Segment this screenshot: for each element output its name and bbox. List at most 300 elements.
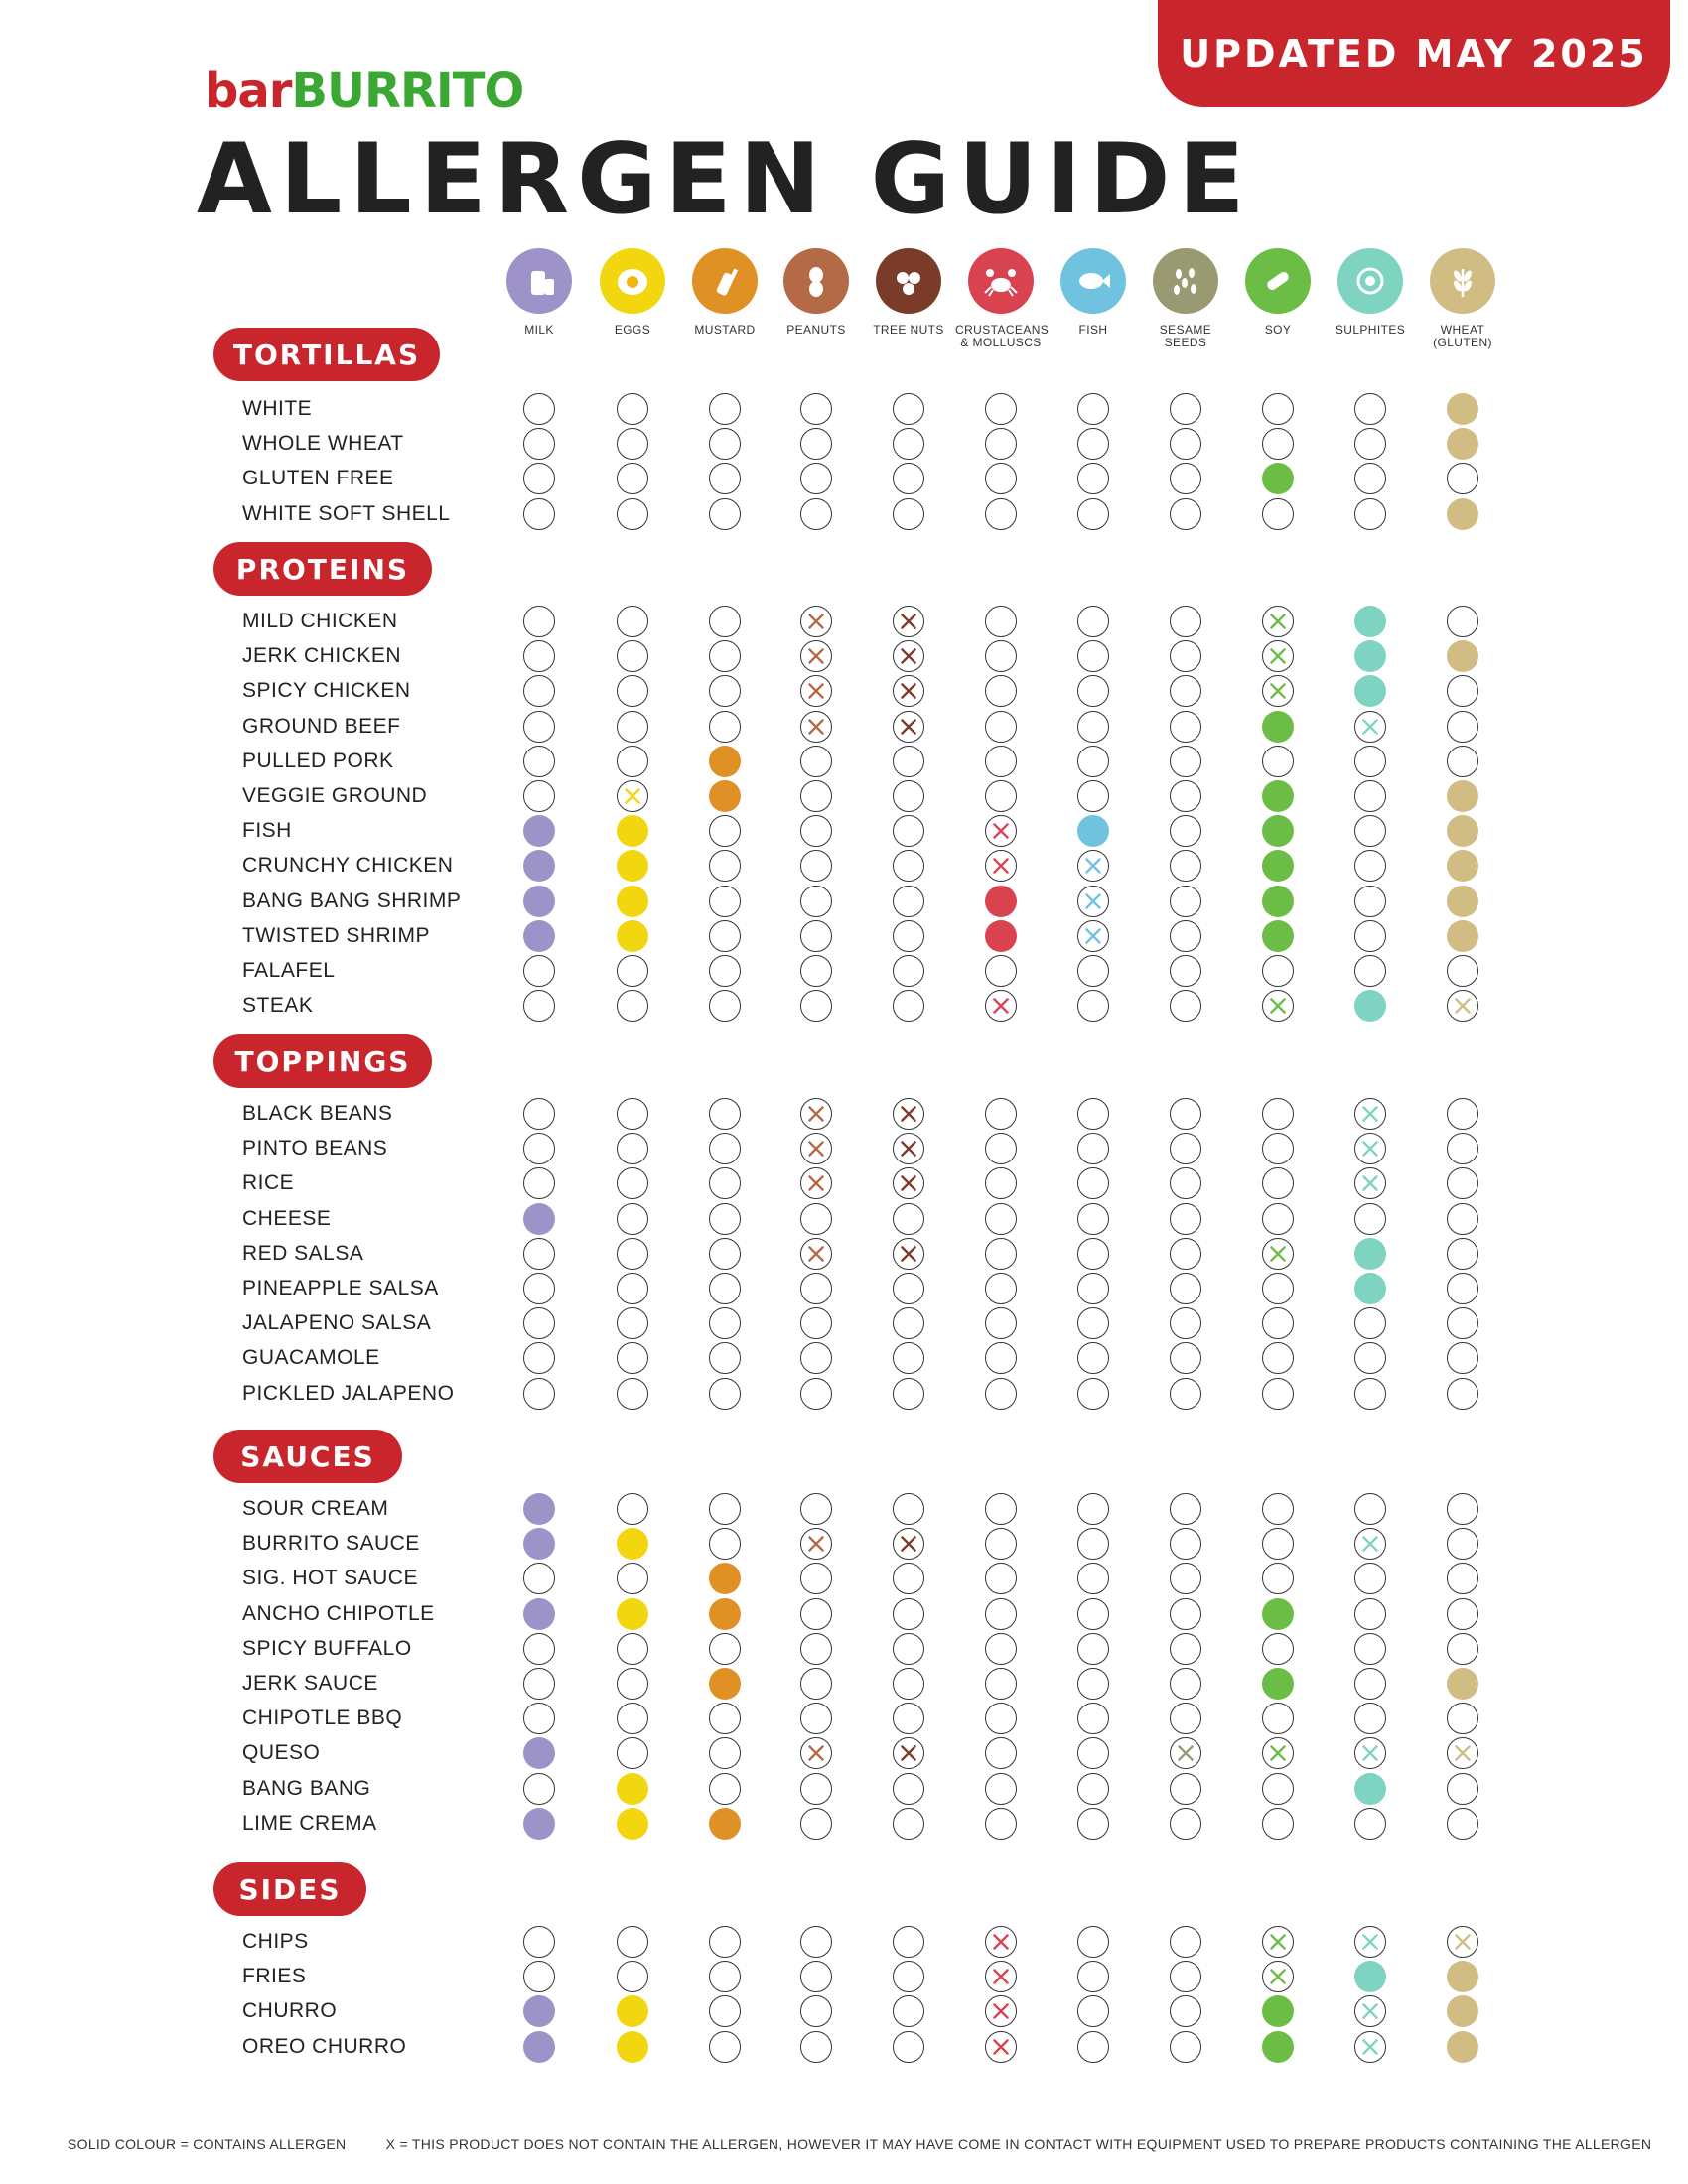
peanut-icon (783, 248, 849, 314)
no-milk-indicator (523, 1563, 555, 1594)
no-eggs-indicator (617, 498, 648, 530)
no-tree-nuts-indicator (893, 1633, 924, 1665)
contains-milk-indicator (523, 1203, 555, 1235)
no-sesame-indicator (1170, 815, 1201, 847)
no-wheat-indicator (1447, 1493, 1478, 1525)
no-eggs-indicator (617, 1633, 648, 1665)
no-eggs-indicator (617, 746, 648, 777)
no-mustard-indicator (709, 428, 741, 460)
menu-item-row (0, 744, 1688, 778)
no-mustard-indicator (709, 1238, 741, 1270)
no-crustaceans-indicator (985, 955, 1017, 987)
menu-item-row (0, 1236, 1688, 1271)
no-mustard-indicator (709, 1773, 741, 1805)
may-contain-peanuts-indicator (800, 640, 832, 672)
no-sulphites-indicator (1354, 1342, 1386, 1374)
allergen-name: SOY (1264, 323, 1292, 337)
no-mustard-indicator (709, 463, 741, 494)
contains-soy-indicator (1262, 2031, 1294, 2063)
no-fish-indicator (1077, 746, 1109, 777)
no-sesame-indicator (1170, 393, 1201, 425)
no-peanuts-indicator (800, 498, 832, 530)
contains-soy-indicator (1262, 850, 1294, 882)
no-sesame-indicator (1170, 1528, 1201, 1560)
no-fish-indicator (1077, 1563, 1109, 1594)
no-sesame-indicator (1170, 1342, 1201, 1374)
no-sulphites-indicator (1354, 1307, 1386, 1339)
no-wheat-indicator (1447, 1167, 1478, 1199)
no-sulphites-indicator (1354, 850, 1386, 882)
allergen-header-milk (493, 248, 585, 337)
no-crustaceans-indicator (985, 675, 1017, 707)
no-peanuts-indicator (800, 1668, 832, 1700)
menu-item-row (0, 638, 1688, 673)
no-fish-indicator (1077, 990, 1109, 1022)
may-contain-soy-indicator (1262, 1961, 1294, 1992)
contains-mustard-indicator (709, 1598, 741, 1630)
may-contain-sulphites-indicator (1354, 1737, 1386, 1769)
may-contain-crustaceans-indicator (985, 850, 1017, 882)
no-crustaceans-indicator (985, 1493, 1017, 1525)
contains-eggs-indicator (617, 2031, 648, 2063)
no-tree-nuts-indicator (893, 1378, 924, 1410)
no-mustard-indicator (709, 1528, 741, 1560)
allergen-name: TREE NUTS (873, 323, 944, 337)
mustard-icon (692, 248, 758, 314)
menu-item-row (0, 1305, 1688, 1340)
no-sesame-indicator (1170, 2031, 1201, 2063)
no-mustard-indicator (709, 920, 741, 952)
no-milk-indicator (523, 498, 555, 530)
contains-fish-indicator (1077, 815, 1109, 847)
no-sesame-indicator (1170, 1961, 1201, 1992)
may-contain-soy-indicator (1262, 675, 1294, 707)
may-contain-tree-nuts-indicator (893, 1737, 924, 1769)
no-sesame-indicator (1170, 675, 1201, 707)
contains-milk-indicator (523, 1598, 555, 1630)
menu-item-row (0, 709, 1688, 744)
menu-item-row (0, 1271, 1688, 1305)
no-crustaceans-indicator (985, 640, 1017, 672)
no-milk-indicator (523, 1342, 555, 1374)
contains-milk-indicator (523, 815, 555, 847)
no-tree-nuts-indicator (893, 463, 924, 494)
no-milk-indicator (523, 746, 555, 777)
no-sulphites-indicator (1354, 1808, 1386, 1840)
menu-item-row (0, 391, 1688, 426)
no-sesame-indicator (1170, 1378, 1201, 1410)
no-fish-indicator (1077, 498, 1109, 530)
menu-item-name: CHEESE (242, 1206, 332, 1230)
menu-item-name: LIME CREMA (242, 1811, 377, 1835)
no-mustard-indicator (709, 2031, 741, 2063)
no-mustard-indicator (709, 675, 741, 707)
no-soy-indicator (1262, 1563, 1294, 1594)
no-mustard-indicator (709, 1633, 741, 1665)
contains-milk-indicator (523, 920, 555, 952)
menu-item-row (0, 1771, 1688, 1806)
no-milk-indicator (523, 711, 555, 743)
no-sulphites-indicator (1354, 1493, 1386, 1525)
no-peanuts-indicator (800, 1378, 832, 1410)
contains-eggs-indicator (617, 1598, 648, 1630)
no-crustaceans-indicator (985, 1563, 1017, 1594)
no-eggs-indicator (617, 1342, 648, 1374)
menu-item-name: GLUTEN FREE (242, 467, 394, 490)
no-peanuts-indicator (800, 780, 832, 812)
may-contain-sulphites-indicator (1354, 1167, 1386, 1199)
no-tree-nuts-indicator (893, 746, 924, 777)
no-eggs-indicator (617, 1238, 648, 1270)
no-sulphites-indicator (1354, 886, 1386, 917)
no-crustaceans-indicator (985, 1238, 1017, 1270)
no-sesame-indicator (1170, 1307, 1201, 1339)
no-crustaceans-indicator (985, 1167, 1017, 1199)
no-wheat-indicator (1447, 1203, 1478, 1235)
contains-soy-indicator (1262, 1995, 1294, 2027)
menu-item-row (0, 604, 1688, 638)
no-fish-indicator (1077, 1203, 1109, 1235)
may-contain-sulphites-indicator (1354, 1528, 1386, 1560)
no-fish-indicator (1077, 1598, 1109, 1630)
no-eggs-indicator (617, 1307, 648, 1339)
no-tree-nuts-indicator (893, 1563, 924, 1594)
no-crustaceans-indicator (985, 498, 1017, 530)
menu-item-name: JALAPENO SALSA (242, 1311, 432, 1335)
menu-item-name: FISH (242, 819, 292, 843)
legend (68, 2136, 1687, 2152)
no-crustaceans-indicator (985, 746, 1017, 777)
no-milk-indicator (523, 463, 555, 494)
no-wheat-indicator (1447, 1342, 1478, 1374)
no-wheat-indicator (1447, 746, 1478, 777)
menu-item-row (0, 1201, 1688, 1236)
no-milk-indicator (523, 640, 555, 672)
may-contain-tree-nuts-indicator (893, 1238, 924, 1270)
contains-soy-indicator (1262, 463, 1294, 494)
no-sesame-indicator (1170, 1995, 1201, 2027)
no-wheat-indicator (1447, 463, 1478, 494)
no-peanuts-indicator (800, 850, 832, 882)
contains-wheat-indicator (1447, 886, 1478, 917)
no-peanuts-indicator (800, 1563, 832, 1594)
no-fish-indicator (1077, 1961, 1109, 1992)
may-contain-sulphites-indicator (1354, 1098, 1386, 1130)
contains-milk-indicator (523, 1493, 555, 1525)
contains-soy-indicator (1262, 815, 1294, 847)
no-crustaceans-indicator (985, 711, 1017, 743)
menu-item-row (0, 918, 1688, 953)
no-fish-indicator (1077, 1307, 1109, 1339)
contains-wheat-indicator (1447, 780, 1478, 812)
menu-item-name: GROUND BEEF (242, 714, 401, 738)
menu-item-name: SPICY BUFFALO (242, 1636, 412, 1660)
no-eggs-indicator (617, 1167, 648, 1199)
sesame-icon (1153, 248, 1218, 314)
no-eggs-indicator (617, 1493, 648, 1525)
no-fish-indicator (1077, 1995, 1109, 2027)
contains-milk-indicator (523, 1528, 555, 1560)
no-milk-indicator (523, 606, 555, 637)
contains-eggs-indicator (617, 1995, 648, 2027)
no-eggs-indicator (617, 1133, 648, 1164)
may-contain-sulphites-indicator (1354, 2031, 1386, 2063)
menu-item-row (0, 426, 1688, 461)
menu-item-name: FRIES (242, 1965, 307, 1988)
contains-milk-indicator (523, 886, 555, 917)
no-mustard-indicator (709, 1703, 741, 1734)
menu-item-row (0, 1924, 1688, 1959)
contains-milk-indicator (523, 1737, 555, 1769)
contains-milk-indicator (523, 2031, 555, 2063)
contains-mustard-indicator (709, 746, 741, 777)
section-header-sauces: SAUCES (213, 1430, 402, 1483)
no-fish-indicator (1077, 675, 1109, 707)
no-soy-indicator (1262, 1808, 1294, 1840)
no-milk-indicator (523, 428, 555, 460)
allergen-header-sesame (1140, 248, 1231, 349)
no-wheat-indicator (1447, 1773, 1478, 1805)
no-eggs-indicator (617, 955, 648, 987)
may-contain-sulphites-indicator (1354, 1995, 1386, 2027)
no-sesame-indicator (1170, 746, 1201, 777)
allergen-name: SULPHITES (1335, 323, 1406, 337)
no-sulphites-indicator (1354, 498, 1386, 530)
no-milk-indicator (523, 990, 555, 1022)
allergen-header-sulphites (1325, 248, 1416, 337)
section-header-tortillas: TORTILLAS (213, 328, 440, 381)
may-contain-peanuts-indicator (800, 1737, 832, 1769)
no-crustaceans-indicator (985, 606, 1017, 637)
contains-wheat-indicator (1447, 393, 1478, 425)
no-peanuts-indicator (800, 1493, 832, 1525)
no-milk-indicator (523, 1167, 555, 1199)
no-wheat-indicator (1447, 1378, 1478, 1410)
updated-badge: UPDATED MAY 2025 (1158, 0, 1670, 107)
menu-item-name: WHITE (242, 397, 313, 420)
no-fish-indicator (1077, 1926, 1109, 1958)
no-sesame-indicator (1170, 920, 1201, 952)
no-crustaceans-indicator (985, 463, 1017, 494)
no-eggs-indicator (617, 1668, 648, 1700)
no-tree-nuts-indicator (893, 428, 924, 460)
menu-item-row (0, 884, 1688, 918)
may-contain-soy-indicator (1262, 606, 1294, 637)
no-milk-indicator (523, 1961, 555, 1992)
egg-icon (600, 248, 665, 314)
no-tree-nuts-indicator (893, 1995, 924, 2027)
no-milk-indicator (523, 1633, 555, 1665)
contains-wheat-indicator (1447, 640, 1478, 672)
may-contain-soy-indicator (1262, 1737, 1294, 1769)
no-sesame-indicator (1170, 498, 1201, 530)
no-wheat-indicator (1447, 1563, 1478, 1594)
may-contain-peanuts-indicator (800, 1167, 832, 1199)
may-contain-wheat-indicator (1447, 990, 1478, 1022)
may-contain-tree-nuts-indicator (893, 1167, 924, 1199)
menu-item-name: GUACAMOLE (242, 1346, 380, 1370)
contains-wheat-indicator (1447, 498, 1478, 530)
no-crustaceans-indicator (985, 1703, 1017, 1734)
menu-item-name: RICE (242, 1171, 295, 1195)
menu-item-row (0, 1340, 1688, 1375)
legend-solid: SOLID COLOUR = CONTAINS ALLERGEN (68, 2136, 347, 2152)
no-wheat-indicator (1447, 1703, 1478, 1734)
contains-wheat-indicator (1447, 1668, 1478, 1700)
no-soy-indicator (1262, 1307, 1294, 1339)
no-soy-indicator (1262, 1493, 1294, 1525)
no-soy-indicator (1262, 1203, 1294, 1235)
no-sesame-indicator (1170, 1668, 1201, 1700)
no-tree-nuts-indicator (893, 2031, 924, 2063)
menu-item-name: CHIPS (242, 1930, 309, 1953)
no-sulphites-indicator (1354, 1703, 1386, 1734)
no-fish-indicator (1077, 1493, 1109, 1525)
no-sesame-indicator (1170, 1598, 1201, 1630)
may-contain-crustaceans-indicator (985, 1995, 1017, 2027)
no-peanuts-indicator (800, 463, 832, 494)
may-contain-peanuts-indicator (800, 1098, 832, 1130)
no-peanuts-indicator (800, 1598, 832, 1630)
no-sesame-indicator (1170, 1773, 1201, 1805)
no-mustard-indicator (709, 1273, 741, 1304)
no-soy-indicator (1262, 498, 1294, 530)
no-eggs-indicator (617, 1273, 648, 1304)
no-mustard-indicator (709, 1737, 741, 1769)
menu-item-name: PICKLED JALAPENO (242, 1381, 455, 1405)
no-eggs-indicator (617, 428, 648, 460)
menu-item-row (0, 2029, 1688, 2064)
no-crustaceans-indicator (985, 1342, 1017, 1374)
no-mustard-indicator (709, 815, 741, 847)
no-peanuts-indicator (800, 886, 832, 917)
may-contain-tree-nuts-indicator (893, 640, 924, 672)
sulphite-icon (1337, 248, 1403, 314)
no-sulphites-indicator (1354, 1598, 1386, 1630)
menu-item-name: SOUR CREAM (242, 1497, 389, 1520)
menu-item-name: ANCHO CHIPOTLE (242, 1601, 435, 1625)
no-soy-indicator (1262, 1342, 1294, 1374)
no-mustard-indicator (709, 1203, 741, 1235)
no-sulphites-indicator (1354, 1378, 1386, 1410)
no-peanuts-indicator (800, 2031, 832, 2063)
no-crustaceans-indicator (985, 1633, 1017, 1665)
may-contain-tree-nuts-indicator (893, 711, 924, 743)
page-title: ALLERGEN GUIDE (197, 123, 1253, 236)
no-soy-indicator (1262, 1703, 1294, 1734)
may-contain-crustaceans-indicator (985, 2031, 1017, 2063)
no-sesame-indicator (1170, 850, 1201, 882)
no-sesame-indicator (1170, 1098, 1201, 1130)
allergen-name: MILK (524, 323, 554, 337)
crab-icon (968, 248, 1034, 314)
no-sesame-indicator (1170, 640, 1201, 672)
no-mustard-indicator (709, 990, 741, 1022)
no-milk-indicator (523, 1378, 555, 1410)
no-wheat-indicator (1447, 1808, 1478, 1840)
contains-sulphites-indicator (1354, 640, 1386, 672)
menu-item-name: JERK CHICKEN (242, 644, 402, 668)
no-tree-nuts-indicator (893, 1926, 924, 1958)
menu-item-row (0, 1993, 1688, 2028)
no-sesame-indicator (1170, 711, 1201, 743)
no-sesame-indicator (1170, 780, 1201, 812)
no-peanuts-indicator (800, 1995, 832, 2027)
menu-item-name: SPICY CHICKEN (242, 679, 411, 703)
no-soy-indicator (1262, 1133, 1294, 1164)
no-sulphites-indicator (1354, 1563, 1386, 1594)
no-eggs-indicator (617, 711, 648, 743)
no-mustard-indicator (709, 955, 741, 987)
no-crustaceans-indicator (985, 393, 1017, 425)
allergen-header-tree-nuts (863, 248, 954, 337)
no-milk-indicator (523, 675, 555, 707)
no-eggs-indicator (617, 1563, 648, 1594)
no-tree-nuts-indicator (893, 850, 924, 882)
no-soy-indicator (1262, 1528, 1294, 1560)
may-contain-tree-nuts-indicator (893, 1528, 924, 1560)
menu-item-name: SIG. HOT SAUCE (242, 1567, 418, 1590)
contains-sulphites-indicator (1354, 1273, 1386, 1304)
allergen-header-wheat (1417, 248, 1508, 349)
no-peanuts-indicator (800, 1808, 832, 1840)
no-mustard-indicator (709, 640, 741, 672)
no-milk-indicator (523, 780, 555, 812)
menu-item-row (0, 1165, 1688, 1200)
no-peanuts-indicator (800, 1307, 832, 1339)
no-sesame-indicator (1170, 1167, 1201, 1199)
brand-logo-burrito: BURRITO (291, 64, 524, 119)
no-eggs-indicator (617, 1203, 648, 1235)
no-milk-indicator (523, 1133, 555, 1164)
no-milk-indicator (523, 1773, 555, 1805)
may-contain-tree-nuts-indicator (893, 606, 924, 637)
no-fish-indicator (1077, 1273, 1109, 1304)
contains-wheat-indicator (1447, 815, 1478, 847)
no-tree-nuts-indicator (893, 920, 924, 952)
no-tree-nuts-indicator (893, 1961, 924, 1992)
no-mustard-indicator (709, 1926, 741, 1958)
no-soy-indicator (1262, 1167, 1294, 1199)
no-milk-indicator (523, 393, 555, 425)
no-sesame-indicator (1170, 1493, 1201, 1525)
no-sesame-indicator (1170, 990, 1201, 1022)
no-peanuts-indicator (800, 428, 832, 460)
may-contain-soy-indicator (1262, 990, 1294, 1022)
menu-item-row (0, 461, 1688, 495)
contains-mustard-indicator (709, 780, 741, 812)
no-wheat-indicator (1447, 1633, 1478, 1665)
no-fish-indicator (1077, 1238, 1109, 1270)
no-sulphites-indicator (1354, 1668, 1386, 1700)
no-sesame-indicator (1170, 1133, 1201, 1164)
allergen-name: FISH (1078, 323, 1108, 337)
no-sulphites-indicator (1354, 1203, 1386, 1235)
no-mustard-indicator (709, 1307, 741, 1339)
no-crustaceans-indicator (985, 1737, 1017, 1769)
no-sesame-indicator (1170, 955, 1201, 987)
no-peanuts-indicator (800, 1273, 832, 1304)
may-contain-wheat-indicator (1447, 1926, 1478, 1958)
menu-item-row (0, 778, 1688, 813)
no-peanuts-indicator (800, 746, 832, 777)
no-peanuts-indicator (800, 1773, 832, 1805)
may-contain-sulphites-indicator (1354, 1133, 1386, 1164)
may-contain-tree-nuts-indicator (893, 1098, 924, 1130)
no-mustard-indicator (709, 393, 741, 425)
may-contain-fish-indicator (1077, 886, 1109, 917)
allergen-name: WHEAT (GLUTEN) (1433, 323, 1492, 349)
